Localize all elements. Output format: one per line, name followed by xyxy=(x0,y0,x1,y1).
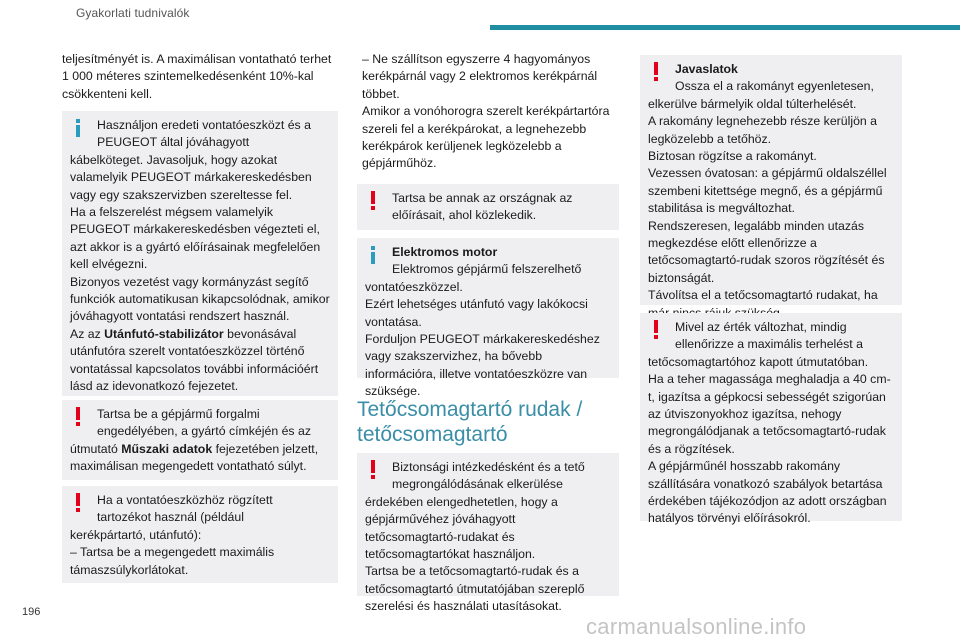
col2-info-box-electric xyxy=(357,238,619,399)
warning-box-body: elkerülve bármelyik oldal túlterhelését. A rakomány legnehezebb része kerüljön a legközelebb a tetőhöz. Biztosan rögzítse a rakományt. Vezessen óvatosan: a gépjármű oldalszéllel szembeni kitettsége megnő, és a gépjármű stabilitása is megváltozhat. Rendszeresen, legalább minden utazás megkezdése előtt ellenőrizze a tetőcsomagtartó-rudak szoros rögzítését és biztonságát. Távolítsa el a tetőcsomagtartó rudakat, ha xyxy=(648,96,887,303)
col1-intro: teljesítményét is. A maximálisan vontatható terhet 1 000 méteres szintemelkedésenként 10%-kal csökkenteni kell. xyxy=(62,52,332,101)
warning-box-first: Tartsa be annak az országnak az előírásait, ahol közlekedik. xyxy=(392,191,573,223)
warning-icon xyxy=(70,406,90,428)
info-box-body: kábelköteget. Javasoljuk, hogy azokat valamelyik PEUGEOT márkakereskedésben vagy egy szakszervizben szereltesse fel. Ha a felszerelést mégsem valamelyik PEUGEOT márkakereskedésben végezteti el, azt akkor is a gyártó előírásainak megfelelően kell elvégezni. Bizonyos vezetést vagy kormányzást segítő funkciók automatikusan kikapcsolódnak, amikor jóváhagyott vontatási rendszert használ. xyxy=(70,152,330,324)
warning-icon xyxy=(648,61,668,83)
col2-intro: – Ne szállítson egyszerre 4 hagyományos kerékpárnál vagy 2 elektromos kerékpárnál többet. Amikor a vonóhorogra szerelt kerékpártartóra szereli fel a kerékpárokat, a legnehezebb kerékpárok kerüljenek legközelebb a gépjárműhöz. xyxy=(362,52,610,171)
col3-warning-box-tips xyxy=(640,55,902,305)
warning-box-first: Ha a vontatóeszközhöz rögzített tartozékot használ (például xyxy=(97,493,273,525)
warning-box-body: kerékpártartó, utánfutó): – Tartsa be a megengedett maximális támaszsúlykorlátokat. xyxy=(70,527,275,577)
info-box-first: Használjon eredeti vontatóeszközt és a PEUGEOT által jóváhagyott xyxy=(97,118,311,150)
warning-box-body: tetőcsomagtartóhoz kapott útmutatóban. Ha a teher magassága meghaladja a 40 cm-t, igazítsa a gépkocsi sebességét szigorúan az útviszonyokhoz igazítsa, nehogy megrongálódjanak a tetőcsomagtartó-rudak és a rögzítések. A gépjárműnél hosszabb rakomány szállítására vonatkozó szabályok betartása érdekében tájékozódjon az adott országban hatályos törvényi előírásokról. xyxy=(648,354,891,526)
col1-warning-box-accessory xyxy=(62,486,338,583)
warning-box-body: útmutató Műszaki adatok fejezetében jelzett, maximálisan megengedett vontatható súlyt. xyxy=(70,441,319,474)
col1-info-box xyxy=(62,111,338,396)
warning-box-title: Javaslatok xyxy=(675,62,738,76)
warning-box-body: érdekében elengedhetetlen, hogy a gépjárművéhez jóváhagyott tetőcsomagtartó-rudakat és tetőcsomagtartókat használjon. Tartsa be a tetőcsomagtartó-rudak és a tetőcsomagtartó útmutatójában szereplő szerelési és használati utasításokat. xyxy=(365,494,585,614)
info-box-title: Elektromos motor xyxy=(392,245,498,259)
technical-data-term: Műszaki adatok xyxy=(121,441,213,456)
info-icon xyxy=(70,117,90,139)
stabilizer-term: Utánfutó-stabilizátor xyxy=(104,326,224,341)
info-box-first: Elektromos gépjármű felszerelhető xyxy=(392,262,582,277)
col2-warning-box-country xyxy=(357,184,619,230)
info-box-last: Az az Utánfutó-stabilizátor bevonásával utánfutóra szerelt vontatóeszközzel történő vontatással kapcsolatos további információért lásd az idevonatkozó fejezetet. xyxy=(70,326,319,394)
warning-icon xyxy=(365,459,385,481)
watermark: carmanualsonline.info xyxy=(586,614,807,639)
page-number: 196 xyxy=(22,606,41,618)
warning-icon xyxy=(70,492,90,514)
warning-icon xyxy=(648,319,668,341)
col3-warning-box-load xyxy=(640,313,902,526)
warning-box-first: Mivel az érték változhat, mindig ellenőrizze a maximális terhelést a xyxy=(675,320,863,352)
info-box-body: vontatóeszközzel. Ezért lehetséges utánfutó vagy lakókocsi vontatása. Forduljon PEUGEOT márkakereskedéshez vagy szakszervizhez, ha bővebb információra, illetve vontatóeszközre van szüksége. xyxy=(365,279,600,399)
warning-box-first: Tartsa be a gépjármű forgalmi engedélyében, a gyártó címkéjén és az xyxy=(97,407,311,439)
warning-icon xyxy=(365,190,385,212)
warning-box-first: Biztonsági intézkedésként és a tető megrongálódásának elkerülése xyxy=(392,460,585,492)
warning-box-first: Ossza el a rakományt egyenletesen, xyxy=(675,79,874,94)
info-icon xyxy=(365,244,385,266)
section-title: Tetőcsomagtartó rudak / tetőcsomagtartó xyxy=(357,398,583,446)
header-accent-bar xyxy=(490,25,960,30)
running-header: Gyakorlati tudnivalók xyxy=(76,6,190,20)
col1-warning-box-weight xyxy=(62,400,338,480)
col2-warning-box-roof xyxy=(357,453,619,614)
